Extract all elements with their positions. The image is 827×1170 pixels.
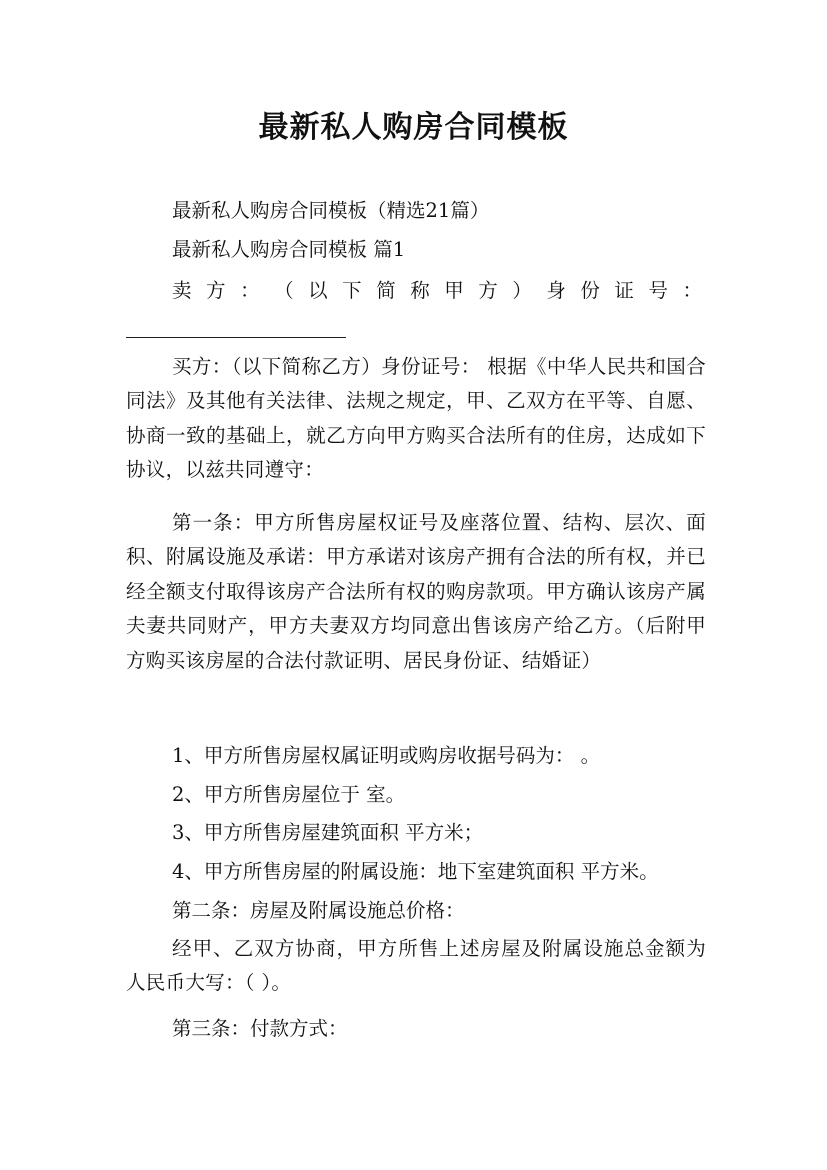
document-title: 最新私人购房合同模板 [258,110,569,145]
article3-heading: 第三条：付款方式： [172,1017,348,1040]
article2-heading: 第二条：房屋及附属设施总价格： [172,899,465,922]
seller-char: 下 [342,279,362,302]
seller-char: 卖 [172,279,192,302]
item-4: 4、甲方所售房屋的附属设施：地下室建筑面积 平方米。 [172,860,659,883]
seller-char: 称 [410,279,430,302]
seller-char: （ [274,279,294,302]
buyer-paragraph: 买方：（以下简称乙方）身份证号： 根据《中华人民共和国合同法》及其他有关法律、法规之规定，甲、乙双方在平等、自愿、协商一致的基础上，就乙方向甲方购买合法所有的住房，达成如下协议，以兹共同遵守： [126,355,706,482]
article1-paragraph: 第一条：甲方所售房屋权证号及座落位置、结构、层次、面积、附属设施及承诺：甲方承诺对该房产拥有合法的所有权，并已经全额支付取得该房产合法所有权的购房款项。甲方确认该房产属夫妻共同财产，甲方夫妻双方均同意出售该房产给乙方。（后附甲方购买该房屋的合法付款证明、居民身份证、结婚证） [126,511,706,672]
seller-char: ） [512,279,532,302]
seller-char: ： [240,279,260,302]
seller-char: 份 [580,279,600,302]
seller-char: 号 [648,279,668,302]
item-2: 2、甲方所售房屋位于 室。 [172,783,406,806]
seller-char: 方 [206,279,226,302]
seller-char: 身 [546,279,566,302]
seller-line [172,276,702,306]
seller-char: 简 [376,279,396,302]
seller-char: ： [682,279,702,302]
subtitle-line: 最新私人购房合同模板（精选21篇） [172,199,490,222]
seller-char: 方 [478,279,498,302]
section-line: 最新私人购房合同模板 篇1 [172,238,406,261]
item-3: 3、甲方所售房屋建筑面积 平方米； [172,821,484,844]
article2-paragraph: 经甲、乙双方协商，甲方所售上述房屋及附属设施总金额为人民币大写：（ ）。 [126,937,706,995]
item-1: 1、甲方所售房屋权属证明或购房收据号码为： 。 [172,744,601,767]
seller-char: 证 [614,279,634,302]
seller-char: 甲 [444,279,464,302]
seller-char: 以 [308,279,328,302]
blank-underline [126,337,346,338]
